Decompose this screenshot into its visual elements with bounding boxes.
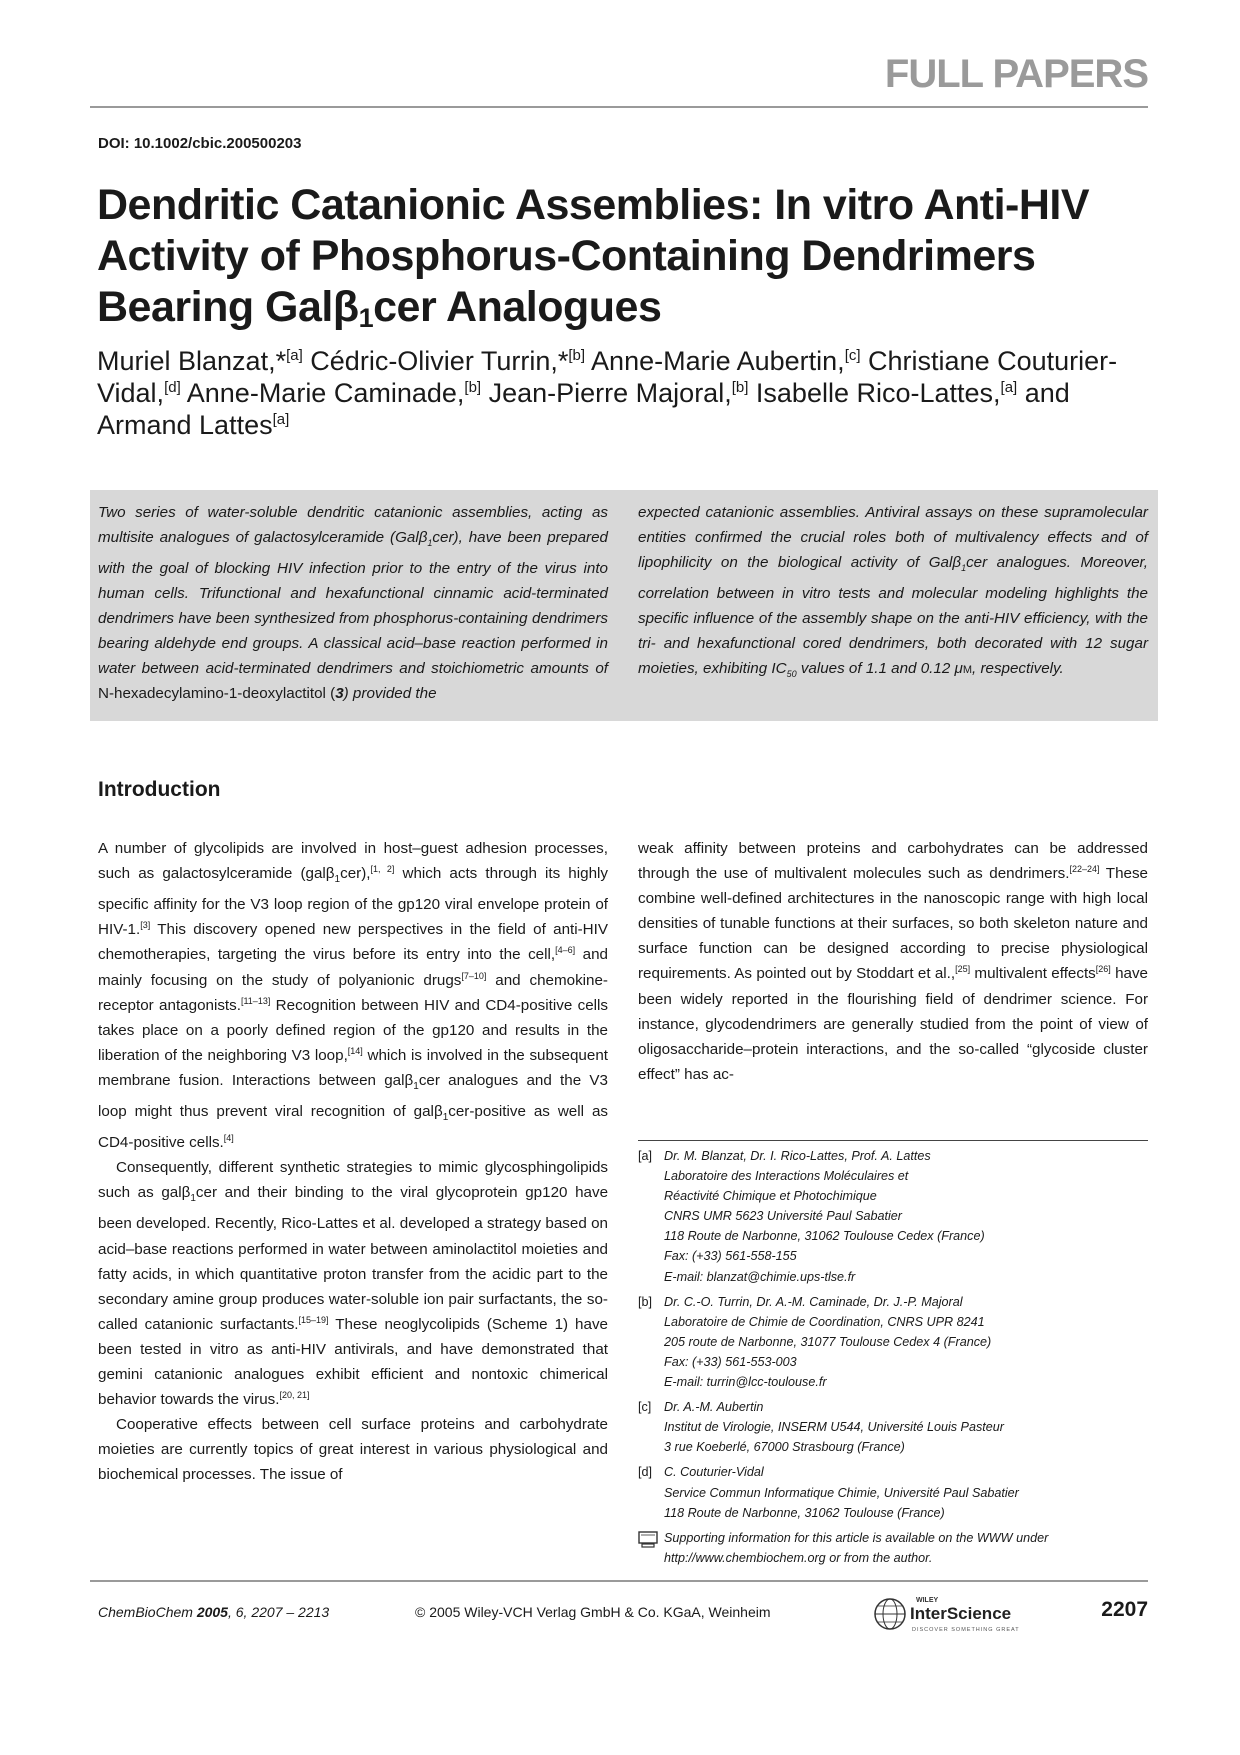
body-text: which acts through its highly specific affinity for the V3 loop region of the gp120 viral envelope protein of HIV-1. xyxy=(98,865,608,939)
author-affiliation: [b] xyxy=(568,347,586,364)
reference-citation: [1, 2] xyxy=(370,864,395,875)
footnote-line: Service Commun Informatique Chimie, Université Paul Sabatier xyxy=(664,1485,1019,1500)
title-subscript: 1 xyxy=(358,303,374,333)
journal-year: 2005 xyxy=(196,1604,228,1620)
abstract-text: β xyxy=(952,554,962,571)
abstract-subscript: 50 xyxy=(786,669,797,680)
footnote-line: Fax: (+33) 561-558-155 xyxy=(664,1249,797,1264)
footnote-rule xyxy=(638,1140,1148,1141)
journal-pages: , 6, 2207 – 2213 xyxy=(227,1604,330,1620)
author-name: Jean-Pierre Majoral, xyxy=(488,378,732,408)
footnote-tag: [c] xyxy=(638,1400,652,1415)
body-text: have been widely reported in the flourishing field of dendrimer science. For instance, glycodendrimers are generally studied from the point of view of oligosaccharide–protein interactions, and the so-called “glycoside cluster effect” has ac- xyxy=(638,965,1149,1083)
body-text: β xyxy=(404,1071,414,1089)
footnote-line: 3 rue Koeberlé, 67000 Strasbourg (France) xyxy=(664,1440,905,1455)
reference-citation: [4–6] xyxy=(555,945,576,956)
body-text: These neoglycolipids (Scheme 1) have been tested in vitro as anti-HIV antivirals, and have demonstrated that gemini catanionic analogues exhibit efficient and nontoxic chimerical behavior towards the virus. xyxy=(98,1315,608,1409)
author-name: Muriel Blanzat,* xyxy=(97,346,287,376)
footnote-line: Réactivité Chimique et Photochimique xyxy=(664,1189,877,1204)
section-label: FULL PAPERS xyxy=(884,52,1148,96)
author-name: Christiane Couturier-Vidal, xyxy=(97,346,1118,408)
subscript: 1 xyxy=(442,1112,449,1124)
body-text: β xyxy=(181,1184,191,1202)
author-affiliation: [b] xyxy=(464,379,482,396)
author-list xyxy=(97,345,1157,441)
author-affiliation: [a] xyxy=(1000,379,1018,396)
abstract-unit: M xyxy=(962,664,972,677)
footnote-line: CNRS UMR 5623 Université Paul Sabatier xyxy=(664,1209,902,1224)
title-text-end: cer Analogues xyxy=(373,283,662,331)
author-name: Cédric-Olivier Turrin,* xyxy=(310,346,569,376)
affiliation-footnote xyxy=(638,1292,1158,1392)
body-paragraph xyxy=(98,1155,608,1412)
body-text: and chemokine-receptor antagonists. xyxy=(98,971,608,1014)
reference-citation: [26] xyxy=(1095,964,1111,975)
reference-citation: [22–24] xyxy=(1069,864,1100,875)
body-text: cer analogues and the V3 loop might thus prevent viral recognition of gal xyxy=(98,1071,608,1120)
globe-icon xyxy=(875,1599,905,1629)
reference-citation: [11–13] xyxy=(240,995,271,1006)
affiliation-footnote xyxy=(638,1462,1158,1522)
footnote-tag: [a] xyxy=(638,1149,653,1163)
body-text: multivalent effects xyxy=(970,965,1096,983)
subscript: 1 xyxy=(334,874,341,886)
body-column-right xyxy=(638,836,1148,1087)
logo-tagline: DISCOVER SOMETHING GREAT xyxy=(912,1627,1020,1633)
reference-citation: [4] xyxy=(223,1133,234,1144)
affiliation-footnote xyxy=(638,1146,1158,1287)
abstract-text: μ xyxy=(954,660,963,678)
author-name: Isabelle Rico-Lattes, xyxy=(755,378,1001,408)
supporting-info-line: http://www.chembiochem.org or from the author. xyxy=(664,1550,933,1565)
body-text: cer), xyxy=(340,865,371,883)
page-number: 2207 xyxy=(1101,1598,1148,1621)
header-rule xyxy=(90,106,1148,108)
footnote-tag: [d] xyxy=(638,1465,653,1480)
footnote-name: Dr. A.-M. Aubertin xyxy=(664,1400,764,1415)
footnote-line: Fax: (+33) 561-553-003 xyxy=(664,1354,797,1369)
title-text: Dendritic Catanionic Assemblies: In vitro Anti-HIV Activity of Phosphorus-Containing Dendrimers Bearing Galβ xyxy=(97,181,1090,331)
body-text: and mainly focusing on the study of polyanionic drugs xyxy=(98,946,608,989)
reference-citation: [25] xyxy=(955,964,971,975)
author-affiliation: [a] xyxy=(272,411,290,428)
abstract-text: Two series of water-soluble dendritic catanionic assemblies, acting as multisite analogues of galactosylceramide (Gal xyxy=(98,504,608,546)
body-text: This discovery opened new perspectives in the field of anti-HIV chemotherapies, targeting the virus before its entry into the cell, xyxy=(98,921,608,964)
body-text: Cooperative effects between cell surface proteins and carbohydrate moieties are currently topics of great interest in various physiological and biochemical processes. The issue of xyxy=(98,1416,608,1484)
footnote-line: Laboratoire de Chimie de Coordination, CNRS UPR 8241 xyxy=(664,1314,985,1329)
subscript: 1 xyxy=(190,1193,196,1205)
body-text: A number of glycolipids are involved in host–guest adhesion processes, such as galactosylceramide (gal xyxy=(98,840,608,883)
body-text: These combine well-defined architectures in the nanoscopic range with high local densities of tunable functions at their surfaces, so both skeleton nature and surface function can be designed according to precise physiological requirements. As pointed out by Stoddart et al., xyxy=(638,865,1149,983)
subscript: 1 xyxy=(413,1080,419,1092)
footnote-name: Dr. M. Blanzat, Dr. I. Rico-Lattes, Prof. A. Lattes xyxy=(664,1149,931,1163)
copyright: © 2005 Wiley-VCH Verlag GmbH & Co. KGaA, Weinheim xyxy=(415,1604,771,1620)
body-text: β xyxy=(433,1103,443,1120)
reference-citation: [14] xyxy=(347,1045,363,1056)
abstract-text: ) provided the xyxy=(343,685,437,703)
logo-brand: InterScience xyxy=(910,1604,1012,1623)
footnote-line: 118 Route de Narbonne, 31062 Toulouse (France) xyxy=(664,1505,945,1520)
footnote-name: C. Couturier-Vidal xyxy=(664,1465,764,1480)
compound-number: 3 xyxy=(335,685,344,703)
body-text: weak affinity between proteins and carbohydrates can be addressed through the use of multivalent molecules such as dendrimers. xyxy=(638,840,1148,883)
abstract-subscript: 1 xyxy=(427,538,433,549)
abstract-text: cer analogues. Moreover, correlation between in vitro tests and molecular modeling highlights the specific influence of the assembly shape on the anti-HIV efficiency, with the tri- and hexafunctional cored dendrimers, both decorated with 12 sugar moieties, exhibiting IC xyxy=(638,554,1148,678)
body-paragraph xyxy=(638,836,1148,1087)
journal-name: ChemBioChem xyxy=(98,1604,193,1620)
abstract-box xyxy=(90,490,1158,721)
abstract-left xyxy=(98,500,608,706)
footnote-line: Laboratoire des Interactions Moléculaires et xyxy=(664,1169,909,1184)
abstract-text: expected catanionic assemblies. Antiviral assays on these supramolecular entities confirmed the crucial roles both of multivalency effects and of lipophilicity on the biological activity of Gal xyxy=(638,504,1148,571)
author-affiliation: [d] xyxy=(164,379,181,396)
journal-citation xyxy=(98,1604,329,1620)
author-affiliation: [c] xyxy=(844,347,861,364)
footnote-line: Institut de Virologie, INSERM U544, Université Louis Pasteur xyxy=(664,1420,1004,1435)
footer-rule xyxy=(90,1580,1148,1582)
abstract-subscript: 1 xyxy=(961,563,967,574)
computer-icon xyxy=(638,1531,658,1549)
logo-wiley: WILEY xyxy=(916,1597,939,1604)
body-paragraph xyxy=(98,1412,608,1487)
footnote-line: 205 route de Narbonne, 31077 Toulouse Cedex 4 (France) xyxy=(664,1334,992,1349)
abstract-right xyxy=(638,500,1148,687)
reference-citation: [7–10] xyxy=(461,970,487,981)
abstract-text: β xyxy=(418,529,428,546)
body-text: cer and their binding to the viral glycoprotein gp120 have been developed. Recently, Rico-Lattes et al. developed a strategy based on acid–base reactions performed in water between aminolactitol moieties and fatty acids, in which quantitative proton transfer from the acidic part to the secondary amine group produces water-soluble ion pair surfactants, the so-called catanionic surfactants. xyxy=(98,1184,609,1333)
reference-citation: [20, 21] xyxy=(279,1390,310,1401)
reference-citation: [3] xyxy=(140,920,151,931)
abstract-text: , respectively. xyxy=(972,660,1064,678)
section-heading: Introduction xyxy=(98,778,221,801)
footnote-line: E-mail: blanzat@chimie.ups-tlse.fr xyxy=(664,1269,856,1284)
affiliation-footnote xyxy=(638,1397,1158,1457)
abstract-text: values of 1.1 and 0.12 xyxy=(796,660,955,678)
body-text: Recognition between HIV and CD4-positive cells takes place on a poorly defined region of the gp120 and results in the liberation of the neighboring V3 loop, xyxy=(98,996,609,1064)
doi: DOI: 10.1002/cbic.200500203 xyxy=(98,135,302,152)
author-name: Anne-Marie Aubertin, xyxy=(591,346,845,376)
footnote-tag: [b] xyxy=(638,1294,653,1309)
body-text: cer-positive as well as CD4-positive cells. xyxy=(98,1103,608,1152)
reference-citation: [15–19] xyxy=(298,1314,329,1325)
affiliation-footnotes xyxy=(638,1146,1158,1568)
abstract-text: cer), have been prepared with the goal of blocking HIV infection prior to the entry of the virus into human cells. Trifunctional and hexafunctional cinnamic acid-terminated dendrimers have been synthesized from phosphorus-containing dendrimers bearing aldehyde end groups. A classical acid–base reaction performed in water between acid-terminated dendrimers and stoichiometric amounts of xyxy=(98,529,608,678)
interscience-logo xyxy=(872,1590,1040,1638)
supporting-info xyxy=(638,1528,1158,1568)
body-text: β xyxy=(325,865,335,883)
abstract-text: N-hexadecylamino-1-deoxylactitol ( xyxy=(98,685,336,703)
body-column-left xyxy=(98,836,608,1487)
footnote-name: Dr. C.-O. Turrin, Dr. A.-M. Caminade, Dr. J.-P. Majoral xyxy=(664,1294,963,1309)
footnote-line: 118 Route de Narbonne, 31062 Toulouse Cedex (France) xyxy=(664,1229,985,1244)
body-text: Consequently, different synthetic strategies to mimic glycosphingolipids such as gal xyxy=(98,1159,608,1202)
footnote-line: E-mail: turrin@lcc-toulouse.fr xyxy=(664,1375,827,1390)
author-affiliation: [a] xyxy=(286,347,303,364)
supporting-info-line: Supporting information for this article is available on the WWW under xyxy=(664,1530,1049,1545)
article-title xyxy=(97,180,1157,333)
body-paragraph xyxy=(98,836,608,1155)
author-affiliation: [b] xyxy=(731,379,749,396)
author-name: and Armand Lattes xyxy=(97,378,1070,440)
body-text: which is involved in the subsequent membrane fusion. Interactions between gal xyxy=(98,1046,608,1089)
author-name: Anne-Marie Caminade, xyxy=(186,378,465,408)
